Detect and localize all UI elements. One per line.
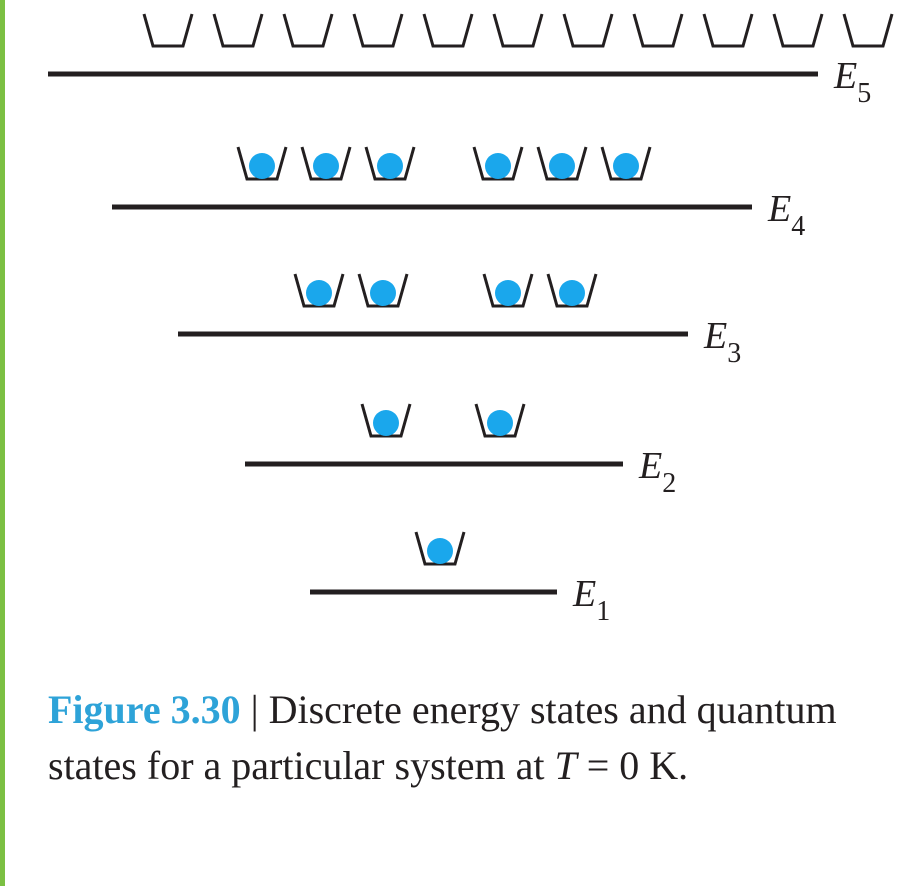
figure-caption: [48, 682, 888, 794]
caption-separator: |: [240, 687, 269, 732]
level-subscript: 1: [596, 596, 611, 627]
level-label-e3: [703, 315, 741, 369]
electron: [613, 153, 639, 179]
electron: [487, 410, 513, 436]
electron: [313, 153, 339, 179]
level-label-e2: [638, 445, 676, 499]
quantum-state-cup: [214, 14, 262, 46]
electron: [549, 153, 575, 179]
electron: [427, 538, 453, 564]
quantum-state-cup: [844, 14, 892, 46]
quantum-state-cup: [494, 14, 542, 46]
electron: [559, 280, 585, 306]
quantum-state-cup: [284, 14, 332, 46]
electron: [249, 153, 275, 179]
energy-level-e4: [112, 147, 805, 242]
level-subscript: 4: [791, 211, 806, 242]
level-subscript: 3: [727, 338, 742, 369]
caption-text: Discrete energy states and quantum states for a particular system at: [48, 687, 837, 788]
electron: [370, 280, 396, 306]
electron: [495, 280, 521, 306]
quantum-state-cup: [424, 14, 472, 46]
level-symbol: E: [768, 188, 792, 230]
level-symbol: E: [639, 445, 663, 487]
level-subscript: 2: [662, 468, 677, 499]
electron: [485, 153, 511, 179]
level-label-e1: [572, 573, 610, 627]
level-symbol: E: [573, 573, 597, 615]
level-label-e4: [767, 188, 805, 242]
level-symbol: E: [704, 315, 728, 357]
level-label-e5: [833, 55, 871, 109]
caption-text-end: = 0 K.: [576, 743, 689, 788]
energy-level-e2: [245, 404, 676, 499]
energy-level-e1: [310, 532, 610, 627]
quantum-state-cup: [144, 14, 192, 46]
caption-figure-label: Figure 3.30: [48, 687, 241, 732]
quantum-state-cup: [704, 14, 752, 46]
quantum-state-cup: [774, 14, 822, 46]
energy-level-e3: [178, 274, 741, 369]
quantum-state-cup: [564, 14, 612, 46]
level-subscript: 5: [857, 78, 872, 109]
level-symbol: E: [834, 55, 858, 97]
energy-level-e5: [48, 14, 892, 109]
electron: [306, 280, 332, 306]
caption-variable: T: [554, 743, 577, 788]
electron: [373, 410, 399, 436]
quantum-state-cup: [634, 14, 682, 46]
electron: [377, 153, 403, 179]
quantum-state-cup: [354, 14, 402, 46]
